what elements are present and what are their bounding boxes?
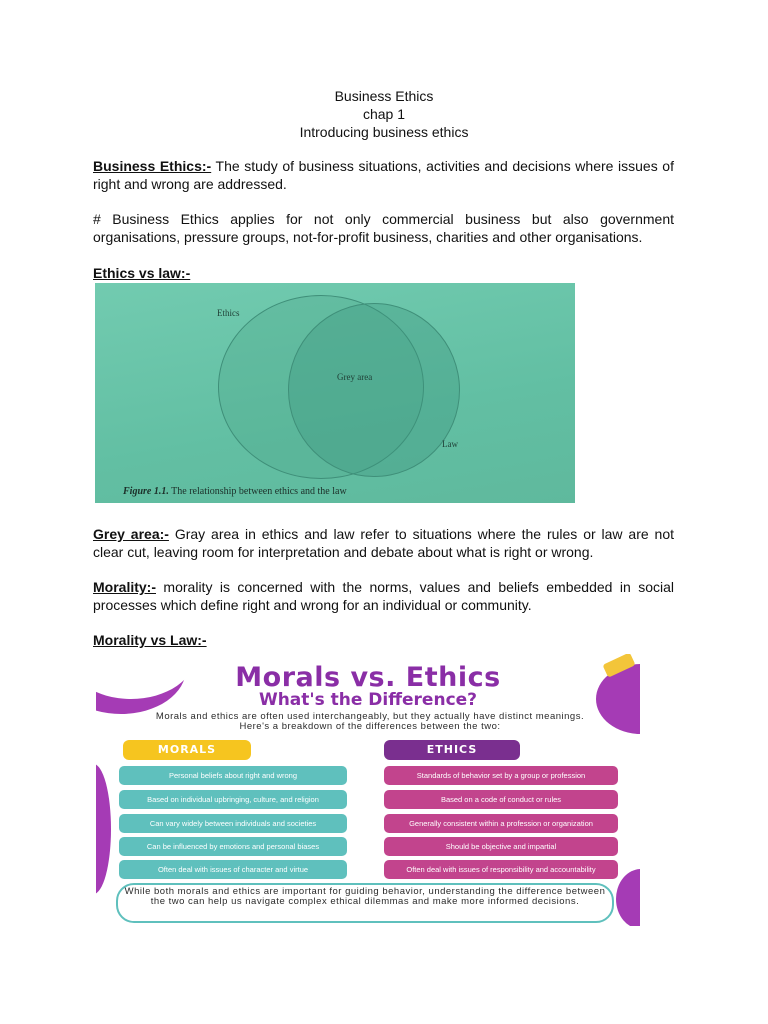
decor-blob-left bbox=[96, 764, 111, 894]
business-ethics-definition bbox=[93, 157, 674, 193]
morality-definition bbox=[93, 578, 674, 614]
grey-area-definition bbox=[93, 525, 674, 561]
morals-item: Personal beliefs about right and wrong bbox=[119, 766, 347, 785]
morals-item: Can vary widely between individuals and societies bbox=[119, 814, 347, 833]
chapter-title: Introducing business ethics bbox=[299, 124, 469, 140]
law-label: Law bbox=[442, 439, 458, 449]
morals-header: MORALS bbox=[123, 740, 251, 760]
morality-vs-law-heading: Morality vs Law:- bbox=[93, 632, 207, 648]
infographic-summary: While both morals and ethics are important for guiding behavior, understanding the difference between the two can help us navigate complex ethical dilemmas and make more informed decisions. bbox=[116, 883, 614, 923]
grey-area-text: Gray area in ethics and law refer to situations where the rules or law are not clear cut, leaving room for interpretation and debate about what is right or wrong. bbox=[93, 526, 675, 560]
ethics-label: Ethics bbox=[217, 308, 240, 318]
ethics-item: Often deal with issues of responsibility and accountability bbox=[384, 860, 618, 879]
grey-area-label: Grey area bbox=[337, 372, 373, 382]
infographic-intro: Morals and ethics are often used interchangeably, but they actually have distinct meanings. Here's a breakdown of the differences between the two: bbox=[155, 711, 585, 732]
document-title-block bbox=[0, 87, 768, 141]
morals-item: Can be influenced by emotions and personal biases bbox=[119, 837, 347, 856]
morals-item: Based on individual upbringing, culture, and religion bbox=[119, 790, 347, 809]
business-ethics-text: The study of business situations, activities and decisions where issues of right and wrong are addressed. bbox=[93, 158, 674, 192]
document-title: Business Ethics bbox=[334, 88, 434, 104]
ethics-item: Based on a code of conduct or rules bbox=[384, 790, 618, 809]
infographic-title: Morals vs. Ethics bbox=[235, 662, 501, 693]
business-ethics-term: Business Ethics:- bbox=[93, 158, 212, 174]
morality-term: Morality:- bbox=[93, 579, 156, 595]
ethics-item: Standards of behavior set by a group or profession bbox=[384, 766, 618, 785]
ethics-header: ETHICS bbox=[384, 740, 520, 760]
grey-area-term: Grey area:- bbox=[93, 526, 169, 542]
scope-note: # Business Ethics applies for not only commercial business but also government organisations, pressure groups, not-for-profit business, charities and other organisations. bbox=[93, 211, 674, 245]
ethics-item: Generally consistent within a profession or organization bbox=[384, 814, 618, 833]
figure-caption-number: Figure 1.1. bbox=[123, 486, 169, 497]
ethics-item: Should be objective and impartial bbox=[384, 837, 618, 856]
morals-item: Often deal with issues of character and virtue bbox=[119, 860, 347, 879]
figure-caption bbox=[123, 486, 347, 497]
infographic-subtitle: What's the Difference? bbox=[258, 690, 478, 710]
morals-vs-ethics-infographic bbox=[96, 654, 640, 926]
morality-text: morality is concerned with the norms, values and beliefs embedded in social processes which define right and wrong for an individual or community. bbox=[93, 579, 674, 613]
figure-caption-text: The relationship between ethics and the law bbox=[171, 486, 347, 497]
decor-blob-bottomright bbox=[616, 869, 640, 926]
ethics-law-venn-figure bbox=[95, 283, 575, 503]
ethics-vs-law-heading: Ethics vs law:- bbox=[93, 265, 191, 281]
chapter-number: chap 1 bbox=[362, 106, 406, 122]
law-circle bbox=[288, 303, 460, 477]
